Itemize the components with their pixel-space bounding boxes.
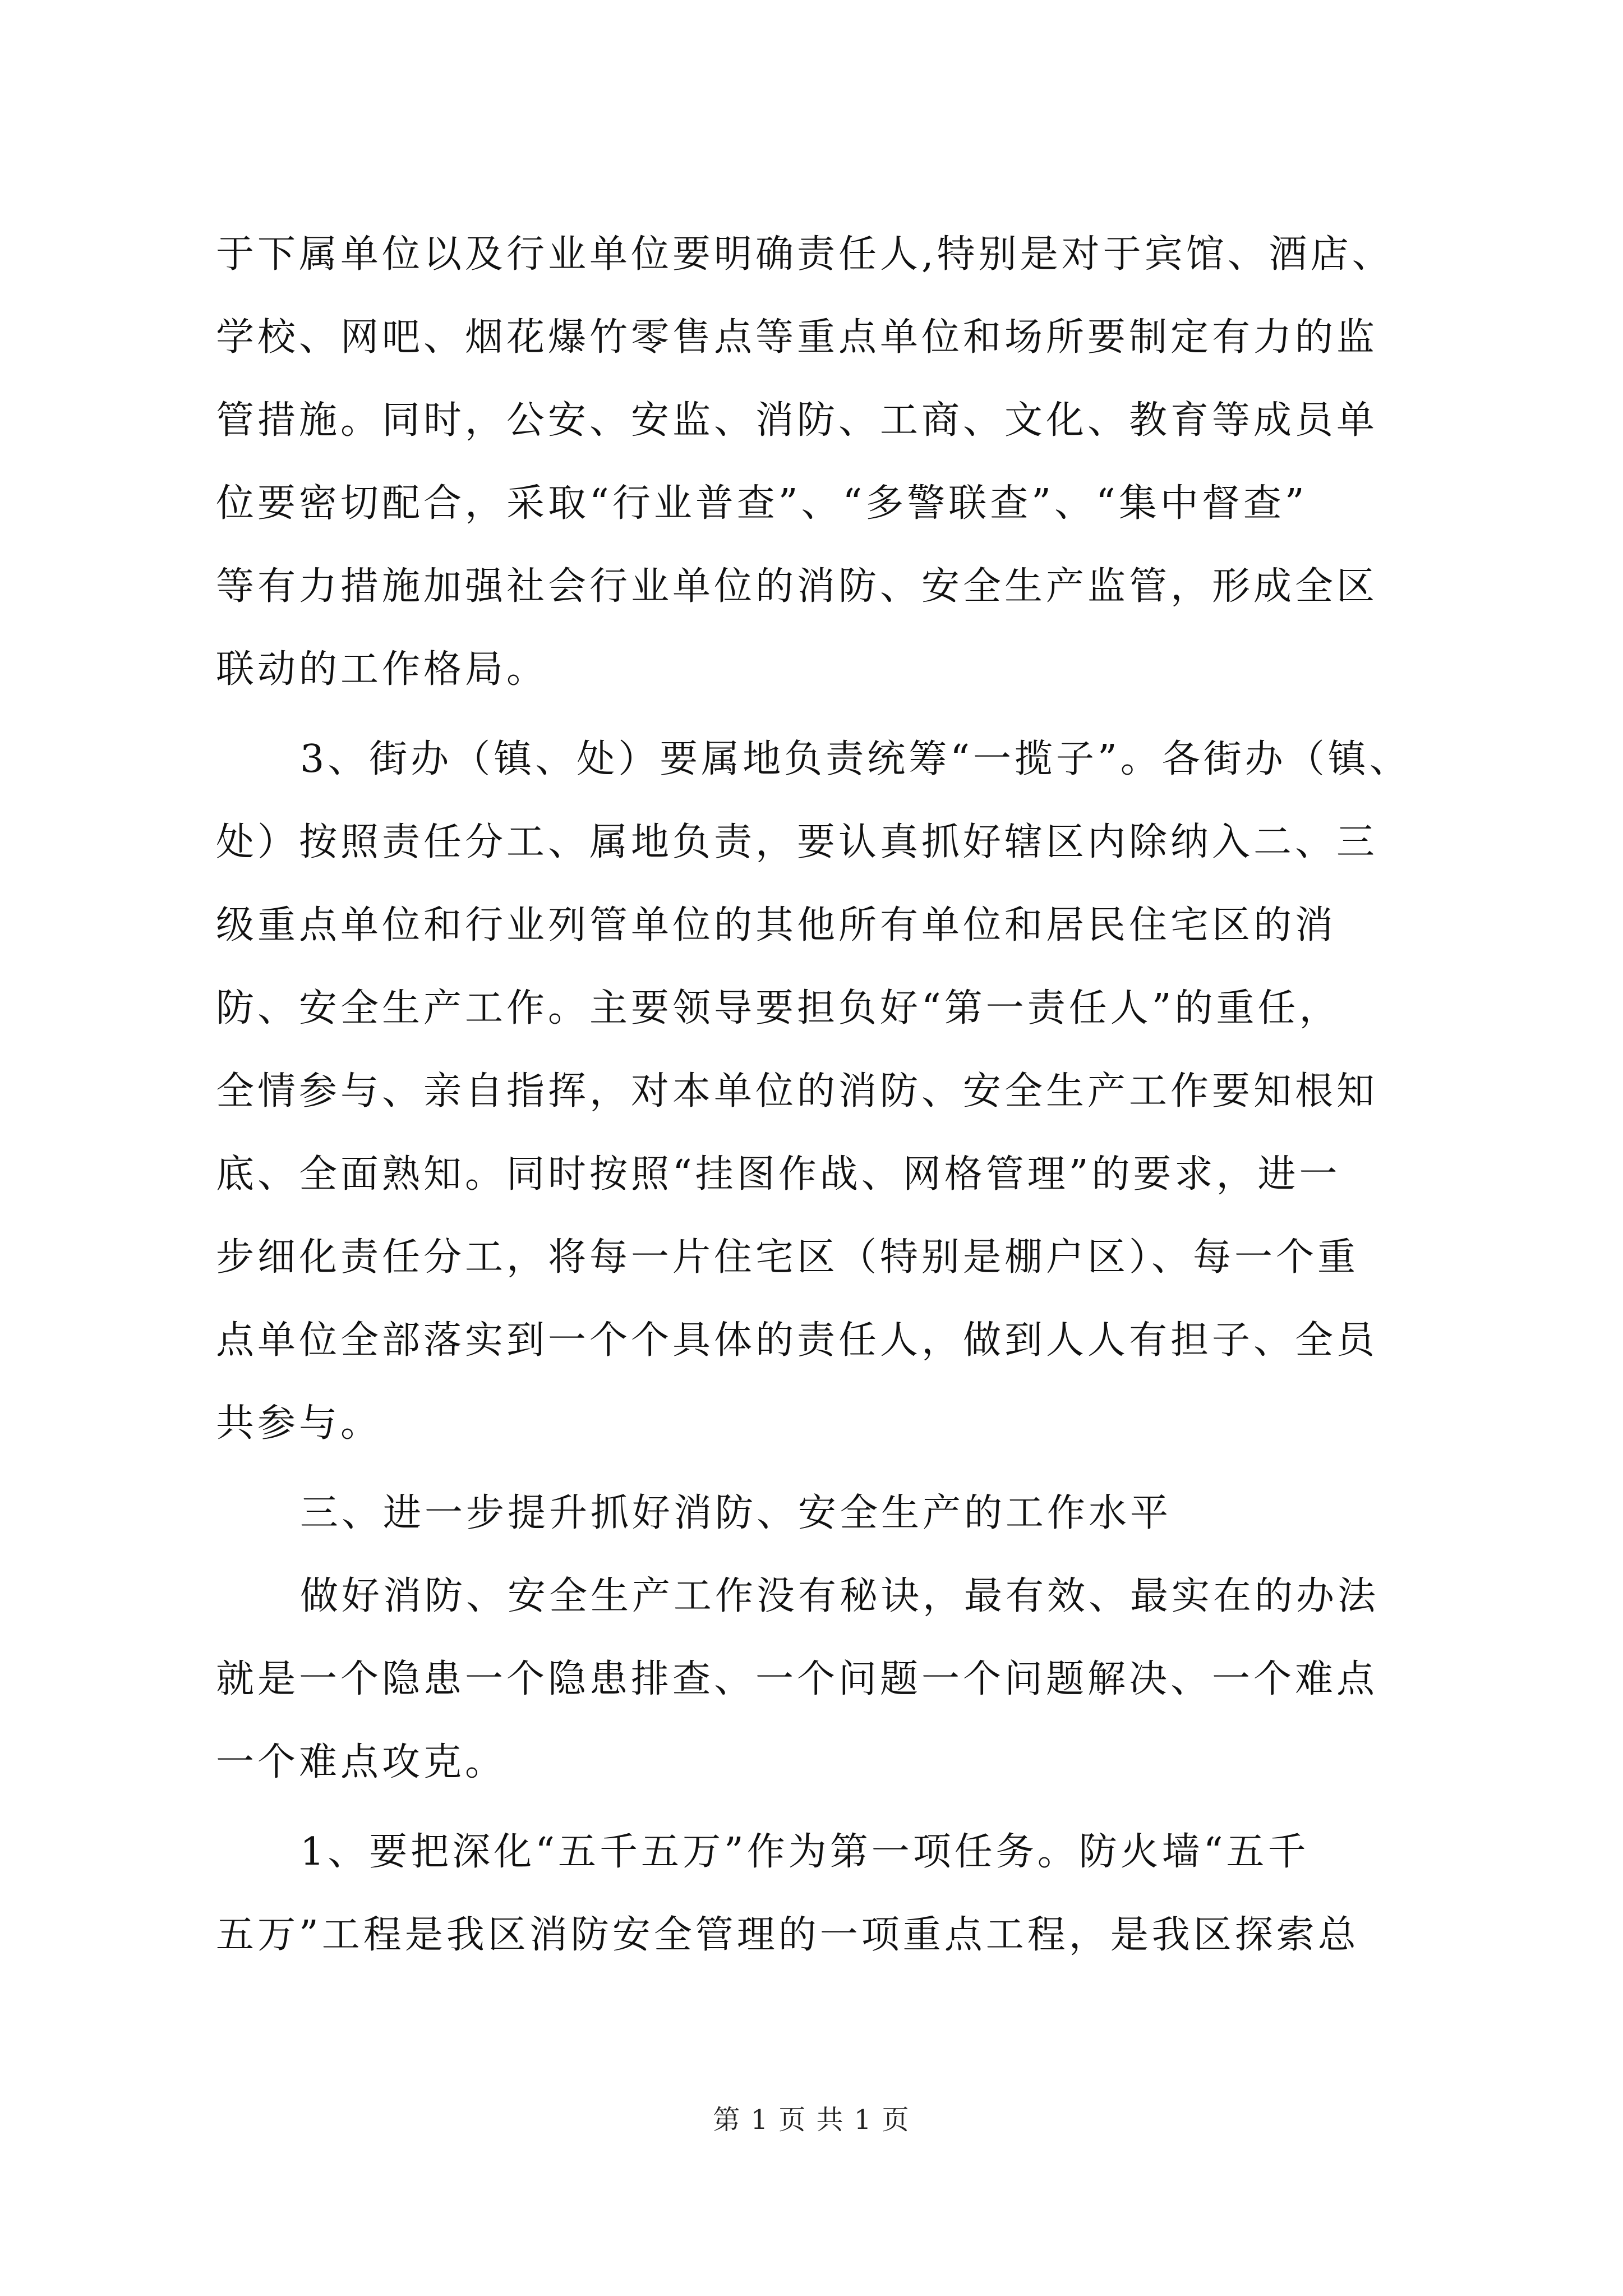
text-line: 级重点单位和行业列管单位的其他所有单位和居民住宅区的消	[216, 903, 1337, 947]
text-line: 步细化责任分工，将每一片住宅区（特别是棚户区）、每一个重	[216, 1235, 1359, 1280]
section-heading	[216, 1472, 1438, 1555]
text-line: 3、街办（镇、处）要属地负责统筹“一揽子”。各街办（镇、	[300, 737, 1411, 781]
text-line: 做好消防、安全生产工作没有秘诀，最有效、最实在的办法	[300, 1574, 1380, 1618]
paragraph-continuation	[216, 213, 1438, 711]
text-line: 管措施。同时，公安、安监、消防、工商、文化、教育等成员单	[216, 398, 1378, 443]
text-line: 一个难点攻克。	[216, 1740, 507, 1784]
text-line: 共参与。	[216, 1401, 382, 1446]
text-line: 点单位全部落实到一个个具体的责任人，做到人人有担子、全员	[216, 1318, 1378, 1363]
text-line: 防、安全生产工作。主要领导要担负好“第一责任人”的重任，	[216, 986, 1341, 1030]
text-line: 就是一个隐患一个隐患排查、一个问题一个问题解决、一个难点	[216, 1657, 1378, 1701]
text-line: 联动的工作格局。	[216, 647, 548, 692]
paragraph-item-1	[216, 1811, 1438, 1977]
text-line: 全情参与、亲自指挥，对本单位的消防、安全生产工作要知根知	[216, 1069, 1378, 1114]
text-line: 底、全面熟知。同时按照“挂图作战、网格管理”的要求，进一	[216, 1152, 1341, 1197]
text-line: 学校、网吧、烟花爆竹零售点等重点单位和场所要制定有力的监	[216, 315, 1378, 360]
document-body	[216, 213, 1438, 1977]
text-line: 于下属单位以及行业单位要明确责任人,特别是对于宾馆、酒店、	[216, 232, 1394, 277]
text-line: 位要密切配合，采取“行业普查”、“多警联查”、“集中督查”	[216, 481, 1308, 526]
text-line: 等有力措施加强社会行业单位的消防、安全生产监管，形成全区	[216, 564, 1378, 609]
text-line: 1、要把深化“五千五万”作为第一项任务。防火墙“五千	[300, 1830, 1310, 1874]
page-number-label: 第 1 页 共 1 页	[713, 2104, 910, 2136]
text-line: 处）按照责任分工、属地负责，要认真抓好辖区内除纳入二、三	[216, 820, 1378, 864]
page-footer	[0, 2098, 1623, 2137]
text-line: 三、进一步提升抓好消防、安全生产的工作水平	[300, 1491, 1172, 1535]
paragraph-intro	[216, 1555, 1438, 1804]
text-line: 五万”工程是我区消防安全管理的一项重点工程，是我区探索总	[216, 1913, 1359, 1957]
paragraph-item-3	[216, 718, 1438, 1465]
